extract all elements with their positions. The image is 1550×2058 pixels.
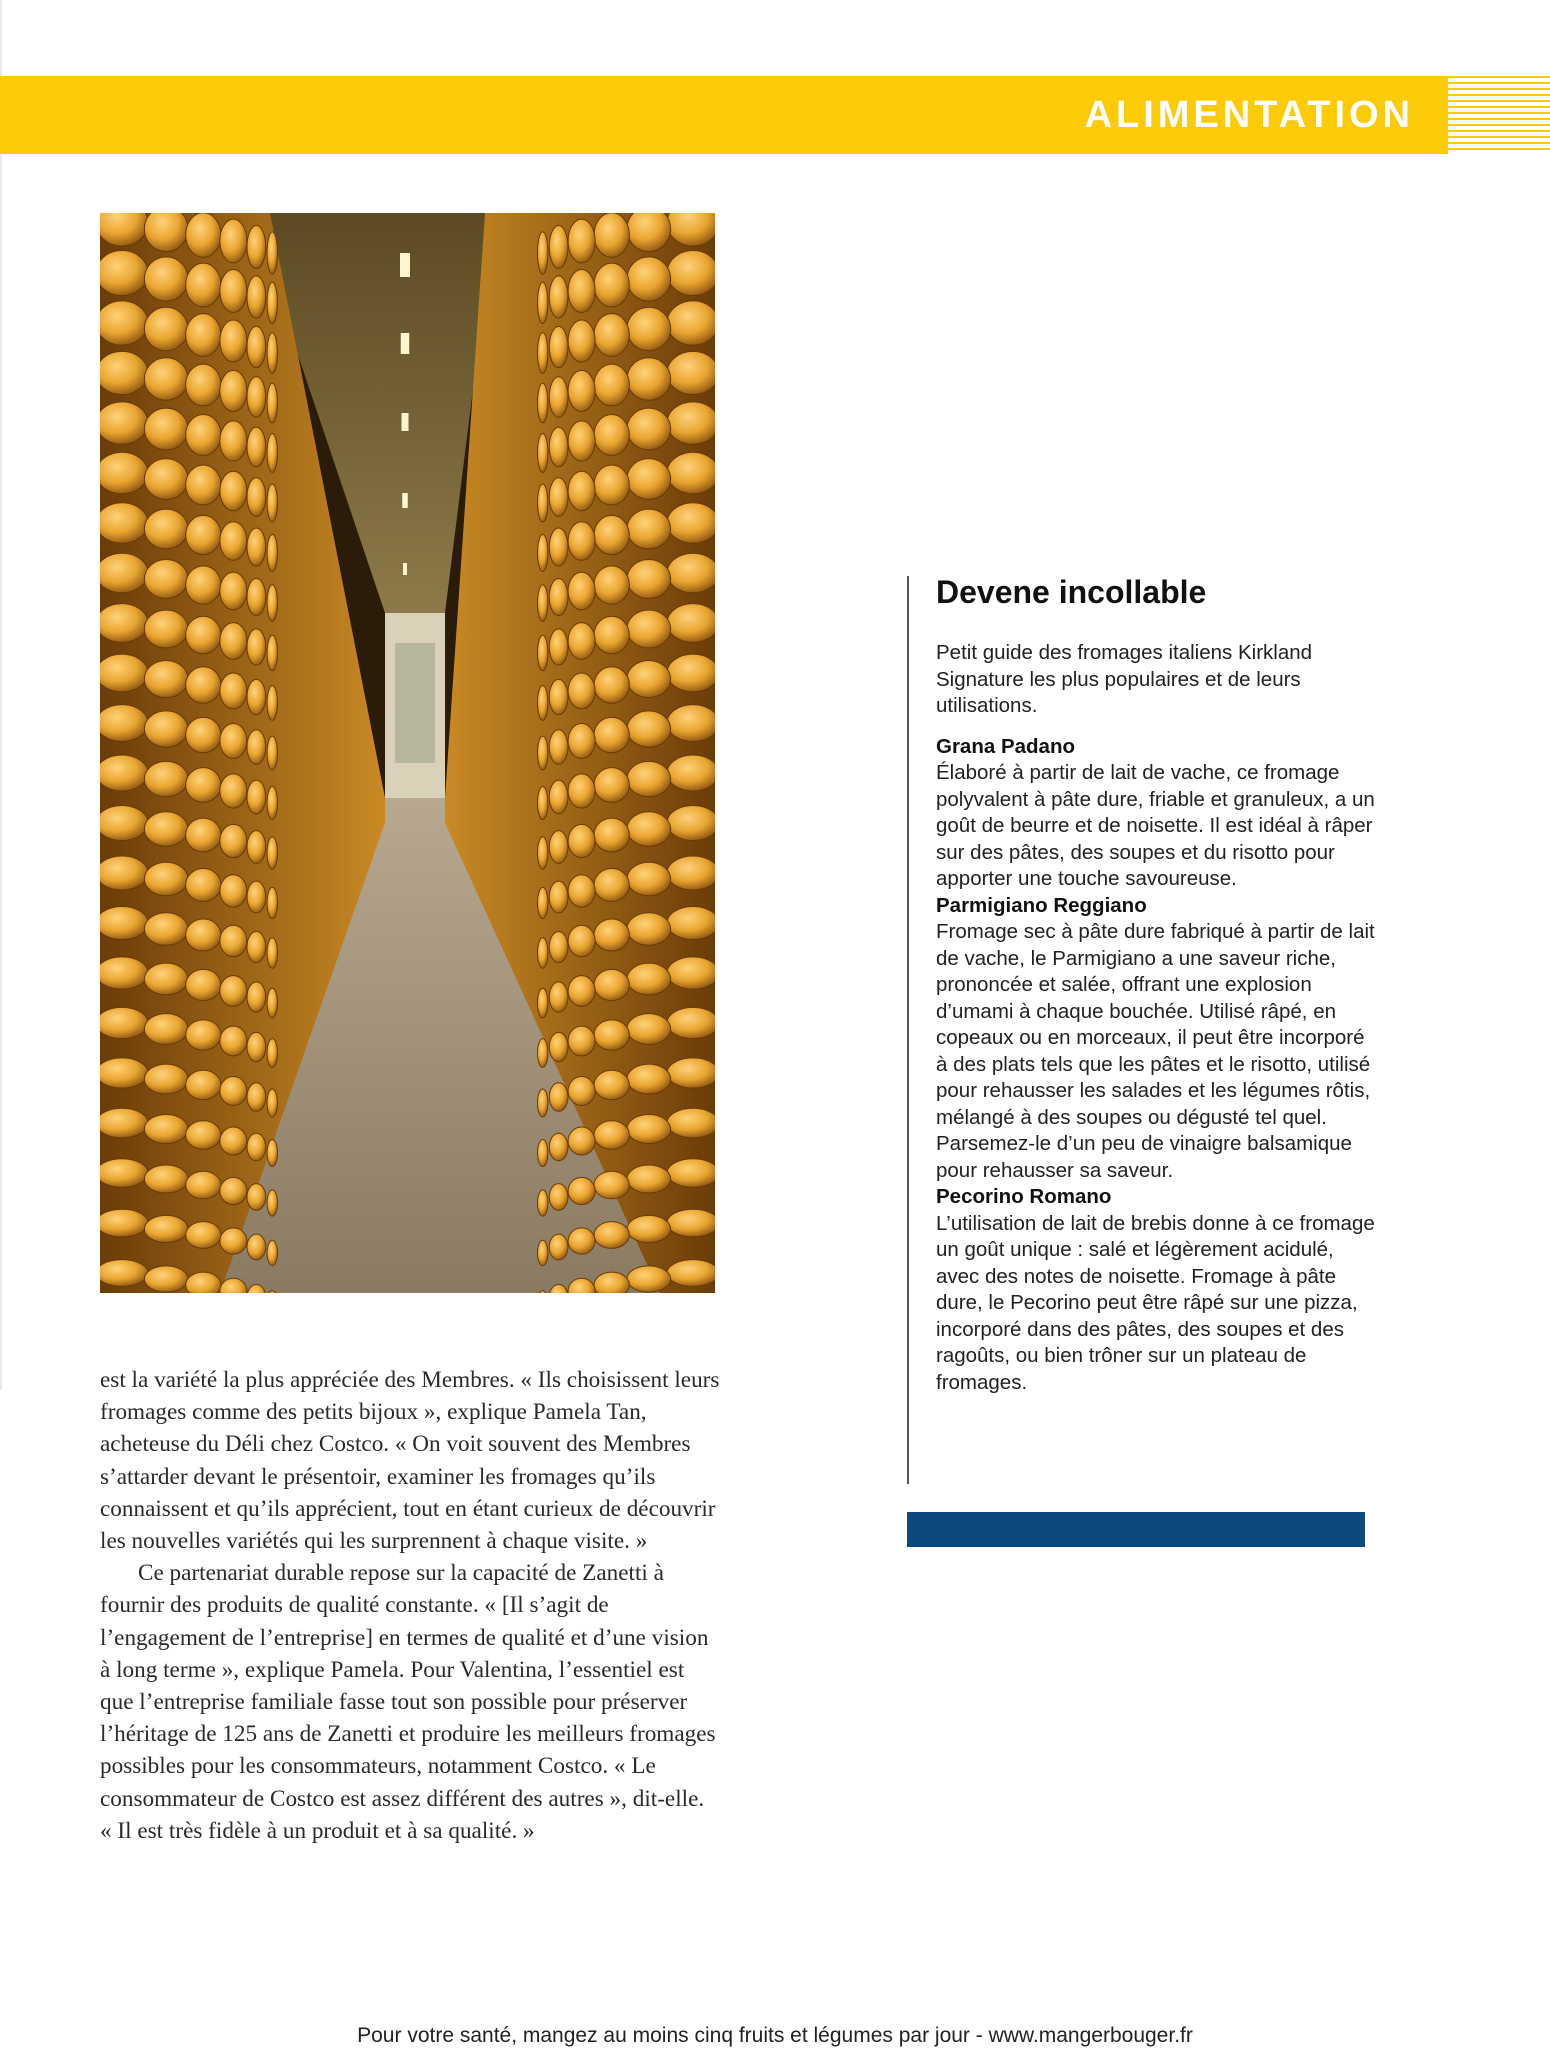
cheese-wheel <box>627 862 671 895</box>
cheese-wheel <box>144 1165 188 1193</box>
cheese-wheel <box>144 761 188 796</box>
cheese-wheel <box>594 969 629 1000</box>
cheese-wheel <box>220 1177 247 1204</box>
cheese-description: Élaboré à partir de lait de vache, ce fromage polyvalent à pâte dure, friable et granuleux, a un goût de beurre et de noisette. Il est idéal à râper sur des pâtes, des soupes et du risotto pour apporter une touche savoureuse. <box>936 761 1375 890</box>
cheese-wheel <box>568 723 595 758</box>
cheese-wheel <box>267 1039 277 1068</box>
cheese-wheel <box>144 408 188 450</box>
cheese-wheel <box>186 1121 221 1149</box>
cheese-wheel <box>549 982 568 1012</box>
section-title: ALIMENTATION <box>1084 94 1414 136</box>
cheese-wheel <box>247 276 266 318</box>
sidebar-accent-bar <box>907 1512 1365 1547</box>
cheese-wheel <box>538 383 548 423</box>
cheese-wheel <box>247 528 266 566</box>
ceiling-light <box>402 413 409 431</box>
cheese-wheel <box>667 1108 715 1137</box>
cheese-wheel <box>538 434 548 473</box>
cheese-wheel <box>549 1032 568 1061</box>
cheese-wheel <box>568 1077 595 1106</box>
cheese-wheel <box>267 736 277 770</box>
cheese-wheel <box>186 566 221 604</box>
cheese-guide-sidebar <box>936 570 1376 1396</box>
cheese-wheel <box>186 213 221 257</box>
cheese-wheel <box>247 427 266 467</box>
cheese-wheel <box>568 270 595 313</box>
cheese-wheel <box>549 679 568 714</box>
cheese-wheel <box>538 1190 548 1216</box>
cheese-wheel <box>594 415 629 456</box>
back-door <box>395 643 435 763</box>
cheese-wheel <box>247 780 266 814</box>
cheese-wheel <box>549 1184 568 1211</box>
cheese-wheel <box>220 572 247 610</box>
cheese-wheel <box>594 515 629 554</box>
cheese-wheel <box>549 1083 568 1111</box>
cheese-wheel <box>247 730 266 764</box>
cheese-wheel <box>667 301 715 345</box>
cheese-wheel <box>220 976 247 1007</box>
cheese-wheel <box>549 1234 568 1260</box>
cheese-wheel <box>144 862 188 895</box>
cheese-wheel <box>144 660 188 697</box>
cheese-wheel <box>538 686 548 721</box>
cheese-wheel <box>186 364 221 406</box>
cheese-wheel <box>247 831 266 864</box>
cheese-wheel <box>568 572 595 610</box>
cheese-wheel <box>247 982 266 1012</box>
cheese-wheel <box>100 806 148 841</box>
ceiling-light <box>403 563 407 575</box>
cheese-wheel <box>220 774 247 808</box>
cheese-wheel <box>247 478 266 517</box>
cheese-wheel <box>220 1228 247 1254</box>
cheese-wheel <box>627 963 671 995</box>
cheese-wheel <box>667 1260 715 1287</box>
cheese-wheel <box>538 1089 548 1117</box>
cheese-wheel <box>220 925 247 957</box>
cheese-wheel <box>667 957 715 989</box>
cheese-wheel <box>220 219 247 263</box>
sidebar-rule <box>907 576 909 1484</box>
cheese-wheel <box>667 705 715 742</box>
cheese-wheel <box>100 553 148 593</box>
cheese-wheel <box>568 623 595 660</box>
cheese-wheel <box>144 257 188 301</box>
cheese-wheel <box>538 786 548 819</box>
cheese-wheel <box>186 1020 221 1050</box>
cheese-wheel <box>667 250 715 295</box>
cheese-wheel <box>627 1014 671 1045</box>
cheese-wheel <box>100 301 148 345</box>
cheese-wheel <box>186 768 221 803</box>
cheese-wheel <box>144 1014 188 1045</box>
cheese-wheel <box>267 232 277 274</box>
cheese-wheel <box>186 1070 221 1099</box>
cheese-wheel <box>594 364 629 406</box>
cheese-wheel <box>100 1209 148 1237</box>
cheese-wheel <box>594 465 629 505</box>
cheese-wheel <box>549 730 568 764</box>
cheese-wheel <box>568 824 595 857</box>
cheese-wheel <box>627 913 671 946</box>
cheese-wheel <box>220 1127 247 1155</box>
cheese-wheel <box>568 925 595 957</box>
cheese-wheel <box>627 560 671 599</box>
cheese-wheel <box>267 333 277 374</box>
cheese-wheel <box>100 604 148 643</box>
cheese-wheel <box>247 881 266 913</box>
ceiling-light <box>402 493 408 508</box>
page-edge-line <box>0 0 2 1390</box>
cheese-warehouse-photo <box>100 213 715 1293</box>
cheese-wheel <box>568 875 595 907</box>
cheese-wheel <box>186 818 221 852</box>
cheese-wheel <box>594 768 629 803</box>
cheese-wheel <box>538 635 548 671</box>
cheese-wheel <box>267 786 277 819</box>
cheese-wheel <box>220 1026 247 1056</box>
cheese-wheel <box>100 957 148 989</box>
cheese-wheel <box>627 358 671 401</box>
cheese-wheel <box>186 869 221 902</box>
cheese-wheel <box>538 484 548 522</box>
cheese-wheel <box>667 402 715 444</box>
cheese-wheel <box>568 1127 595 1155</box>
ceiling-light <box>400 253 410 277</box>
cheese-wheel <box>267 585 277 621</box>
cheese-wheel <box>247 578 266 615</box>
cheese-wheel <box>267 938 277 968</box>
cheese-wheel <box>267 383 277 423</box>
cheese-wheel <box>667 755 715 791</box>
cheese-wheel <box>549 1133 568 1161</box>
cheese-wheel <box>667 654 715 692</box>
cheese-wheel <box>247 326 266 367</box>
cheese-wheel <box>627 610 671 648</box>
cheese-wheel <box>186 1272 221 1293</box>
cheese-wheel <box>186 969 221 1000</box>
cheese-wheel <box>144 1266 188 1292</box>
cheese-wheel <box>247 1133 266 1161</box>
cheese-wheel <box>267 686 277 721</box>
cheese-wheel <box>667 1058 715 1088</box>
section-header-band <box>0 76 1448 154</box>
cheese-wheel <box>594 1020 629 1050</box>
cheese-wheel <box>667 351 715 394</box>
cheese-wheel <box>667 1159 715 1188</box>
cheese-wheel <box>144 1215 188 1242</box>
cheese-wheel <box>568 421 595 461</box>
cheese-wheel <box>594 1121 629 1149</box>
cheese-wheel <box>100 1260 148 1287</box>
cheese-wheel <box>144 1115 188 1144</box>
cheese-wheel <box>247 377 266 417</box>
cheese-wheel <box>100 1007 148 1038</box>
cheese-wheel <box>144 812 188 846</box>
cheese-wheel <box>100 1159 148 1188</box>
cheese-wheel <box>220 723 247 758</box>
cheese-wheel <box>568 370 595 411</box>
cheese-wheel <box>220 623 247 660</box>
cheese-wheel <box>627 408 671 450</box>
cheese-wheel <box>267 282 277 323</box>
cheese-wheel <box>627 1165 671 1193</box>
cheese-wheel <box>538 1139 548 1166</box>
cheese-wheel <box>267 887 277 918</box>
sidebar-intro: Petit guide des fromages italiens Kirkland Signature les plus populaires et de leurs utilisations. <box>936 641 1313 717</box>
cheese-wheel <box>186 1222 221 1249</box>
cheese-wheel <box>186 1171 221 1199</box>
cheese-wheel <box>267 988 277 1018</box>
cheese-wheel <box>594 667 629 704</box>
cheese-wheel <box>100 402 148 444</box>
cheese-wheel <box>627 1115 671 1144</box>
cheese-wheel <box>594 616 629 653</box>
cheese-wheel <box>594 818 629 852</box>
cheese-warehouse-illustration <box>100 213 715 1293</box>
cheese-wheel <box>549 578 568 615</box>
cheese-wheel <box>267 434 277 473</box>
cheese-wheel <box>549 831 568 864</box>
cheese-wheel <box>100 1108 148 1137</box>
cheese-name: Grana Padano <box>936 734 1075 758</box>
cheese-wheel <box>667 604 715 643</box>
cheese-wheel <box>538 333 548 374</box>
cheese-wheel <box>627 257 671 301</box>
cheese-wheel <box>627 761 671 796</box>
cheese-wheel <box>627 660 671 697</box>
cheese-wheel <box>568 1177 595 1204</box>
cheese-wheel <box>267 1190 277 1216</box>
cheese-wheel <box>220 673 247 709</box>
cheese-wheel <box>538 938 548 968</box>
cheese-wheel <box>538 837 548 869</box>
cheese-wheel <box>220 270 247 313</box>
cheese-wheel <box>667 1209 715 1237</box>
cheese-wheel <box>144 213 188 252</box>
cheese-wheel <box>100 654 148 692</box>
cheese-wheel <box>538 232 548 274</box>
cheese-wheel <box>100 705 148 742</box>
cheese-wheel <box>568 774 595 808</box>
cheese-wheel <box>594 1272 629 1293</box>
cheese-wheel <box>549 881 568 913</box>
cheese-wheel <box>100 351 148 394</box>
cheese-wheel <box>144 1064 188 1094</box>
cheese-wheel <box>186 919 221 951</box>
cheese-wheel <box>568 673 595 709</box>
cheese-wheel <box>667 452 715 493</box>
cheese-wheel <box>627 509 671 549</box>
cheese-wheel <box>100 250 148 295</box>
cheese-description: Fromage sec à pâte dure fabriqué à partir de lait de vache, le Parmigiano a une saveur riche, prononcée et salée, offrant une explosion d’umami à chaque bouchée. Utilisé râpé, en copeaux ou en morceaux, il peut être incorporé à des plats tels que les pâtes et le risotto, utilisé pour rehausser les salades et les légumes rôtis, mélangé à des soupes ou dégusté tel quel. Parsemez-le d’un peu de vinaigre balsamique pour rehausser sa saveur. <box>936 920 1375 1182</box>
cheese-wheel <box>220 875 247 907</box>
cheese-wheel <box>144 711 188 747</box>
cheese-wheel <box>594 869 629 902</box>
cheese-wheel <box>220 1077 247 1106</box>
cheese-wheel <box>100 452 148 493</box>
cheese-wheel <box>220 320 247 362</box>
cheese-wheel <box>627 812 671 846</box>
cheese-wheel <box>549 528 568 566</box>
cheese-wheel <box>549 377 568 417</box>
cheese-wheel <box>144 963 188 995</box>
cheese-wheel <box>538 534 548 571</box>
cheese-wheel <box>186 616 221 653</box>
article-paragraph: Ce partenariat durable repose sur la capacité de Zanetti à fournir des produits de qualité constante. « [Il s’agit de l’engagement de l’entreprise] en termes de qualité et d’une vision à long terme », explique Pamela. Pour Valentina, l’essentiel est que l’entreprise familiale fasse tout son possible pour préserver l’héritage de 125 ans de Zanetti et produire les meilleurs fromages possibles pour les consommateurs, notamment Costco. « Le consommateur de Costco est assez différent des autres », dit-elle. « Il est très fidèle à un produit et à sa qualité. » <box>100 1560 716 1844</box>
cheese-wheel <box>247 931 266 962</box>
cheese-wheel <box>267 1139 277 1166</box>
cheese-wheel <box>247 629 266 665</box>
cheese-wheel <box>594 566 629 604</box>
cheese-wheel <box>267 534 277 571</box>
cheese-wheel <box>594 1171 629 1199</box>
cheese-wheel <box>144 913 188 946</box>
cheese-wheel <box>220 824 247 857</box>
cheese-wheel <box>186 465 221 505</box>
cheese-wheel <box>186 263 221 307</box>
cheese-description: L’utilisation de lait de brebis donne à ce fromage un goût unique : salé et légèrement acidulé, avec des notes de noisette. Fromage à pâte dure, le Pecorino peut être râpé sur une pizza, incorporé dans des pâtes, des soupes et des ragoûts, ou bien trôner sur un plateau de fromages. <box>936 1211 1375 1394</box>
cheese-wheel <box>568 219 595 263</box>
cheese-wheel <box>267 1240 277 1265</box>
cheese-wheel <box>627 1266 671 1292</box>
cheese-wheel <box>100 755 148 791</box>
cheese-wheel <box>247 1184 266 1211</box>
cheese-wheel <box>594 314 629 357</box>
article-body <box>100 1364 720 1847</box>
cheese-wheel <box>627 1064 671 1094</box>
cheese-wheel <box>594 1070 629 1099</box>
cheese-wheel <box>267 484 277 522</box>
cheese-wheel <box>538 1240 548 1265</box>
ceiling-light <box>401 333 410 354</box>
cheese-wheel <box>549 326 568 367</box>
cheese-wheel <box>186 314 221 357</box>
cheese-wheel <box>549 478 568 517</box>
cheese-wheel <box>594 717 629 753</box>
cheese-wheel <box>100 856 148 890</box>
article-paragraph: est la variété la plus appréciée des Membres. « Ils choisissent leurs fromages comme des petits bijoux », explique Pamela Tan, acheteuse du Déli chez Costco. « On voit souvent des Membres s’attarder devant le présentoir, examiner les fromages qu’ils connaissent et qu’ils apprécient, tout en étant curieux de découvrir les nouvelles variétés qui les surprennent à chaque visite. » <box>100 1367 720 1555</box>
cheese-wheel <box>667 906 715 939</box>
cheese-wheel <box>247 679 266 714</box>
cheese-wheel <box>538 585 548 621</box>
cheese-wheel <box>627 213 671 252</box>
footer-health-message: Pour votre santé, mangez au moins cinq fruits et légumes par jour - www.mangerbouger.fr <box>357 2024 1193 2047</box>
cheese-wheel <box>247 225 266 268</box>
cheese-wheel <box>568 1026 595 1056</box>
cheese-wheel <box>186 415 221 456</box>
cheese-wheel <box>267 837 277 869</box>
cheese-wheel <box>220 421 247 461</box>
sidebar-title: Devene incollable <box>936 574 1207 610</box>
header-stripes-decoration <box>1448 76 1550 154</box>
cheese-wheel <box>594 1222 629 1249</box>
cheese-name: Parmigiano Reggiano <box>936 893 1147 917</box>
cheese-wheel <box>667 1007 715 1038</box>
cheese-wheel <box>144 509 188 549</box>
cheese-wheel <box>568 976 595 1007</box>
cheese-wheel <box>568 522 595 561</box>
cheese-wheel <box>568 471 595 510</box>
cheese-wheel <box>627 711 671 747</box>
cheese-name: Pecorino Romano <box>936 1185 1112 1208</box>
cheese-wheel <box>267 1089 277 1117</box>
cheese-wheel <box>549 276 568 318</box>
cheese-wheel <box>144 307 188 350</box>
cheese-wheel <box>186 667 221 704</box>
cheese-wheel <box>549 629 568 665</box>
cheese-wheel <box>627 307 671 350</box>
cheese-wheel <box>667 806 715 841</box>
cheese-wheel <box>627 1215 671 1242</box>
cheese-wheel <box>667 856 715 890</box>
cheese-wheel <box>549 427 568 467</box>
cheese-wheel <box>538 736 548 770</box>
cheese-wheel <box>144 459 188 500</box>
cheese-wheel <box>549 225 568 268</box>
cheese-wheel <box>568 1228 595 1254</box>
cheese-wheel <box>538 988 548 1018</box>
cheese-wheel <box>549 931 568 962</box>
cheese-wheel <box>667 553 715 593</box>
cheese-wheel <box>144 560 188 599</box>
cheese-wheel <box>144 358 188 401</box>
cheese-wheel <box>594 919 629 951</box>
cheese-wheel <box>538 282 548 323</box>
cheese-wheel <box>186 717 221 753</box>
cheese-wheel <box>100 1058 148 1088</box>
cheese-wheel <box>220 370 247 411</box>
cheese-wheel <box>186 515 221 554</box>
cheese-wheel <box>538 887 548 918</box>
cheese-wheel <box>549 780 568 814</box>
cheese-wheel <box>220 522 247 561</box>
cheese-wheel <box>627 459 671 500</box>
cheese-wheel <box>594 213 629 257</box>
cheese-wheel <box>247 1032 266 1061</box>
cheese-wheel <box>267 635 277 671</box>
cheese-wheel <box>220 471 247 510</box>
cheese-wheel <box>594 263 629 307</box>
cheese-wheel <box>568 320 595 362</box>
cheese-wheel <box>538 1039 548 1068</box>
cheese-wheel <box>247 1234 266 1260</box>
cheese-wheel <box>100 906 148 939</box>
cheese-wheel <box>100 503 148 543</box>
cheese-wheel <box>667 503 715 543</box>
cheese-wheel <box>247 1083 266 1111</box>
cheese-wheel <box>144 610 188 648</box>
